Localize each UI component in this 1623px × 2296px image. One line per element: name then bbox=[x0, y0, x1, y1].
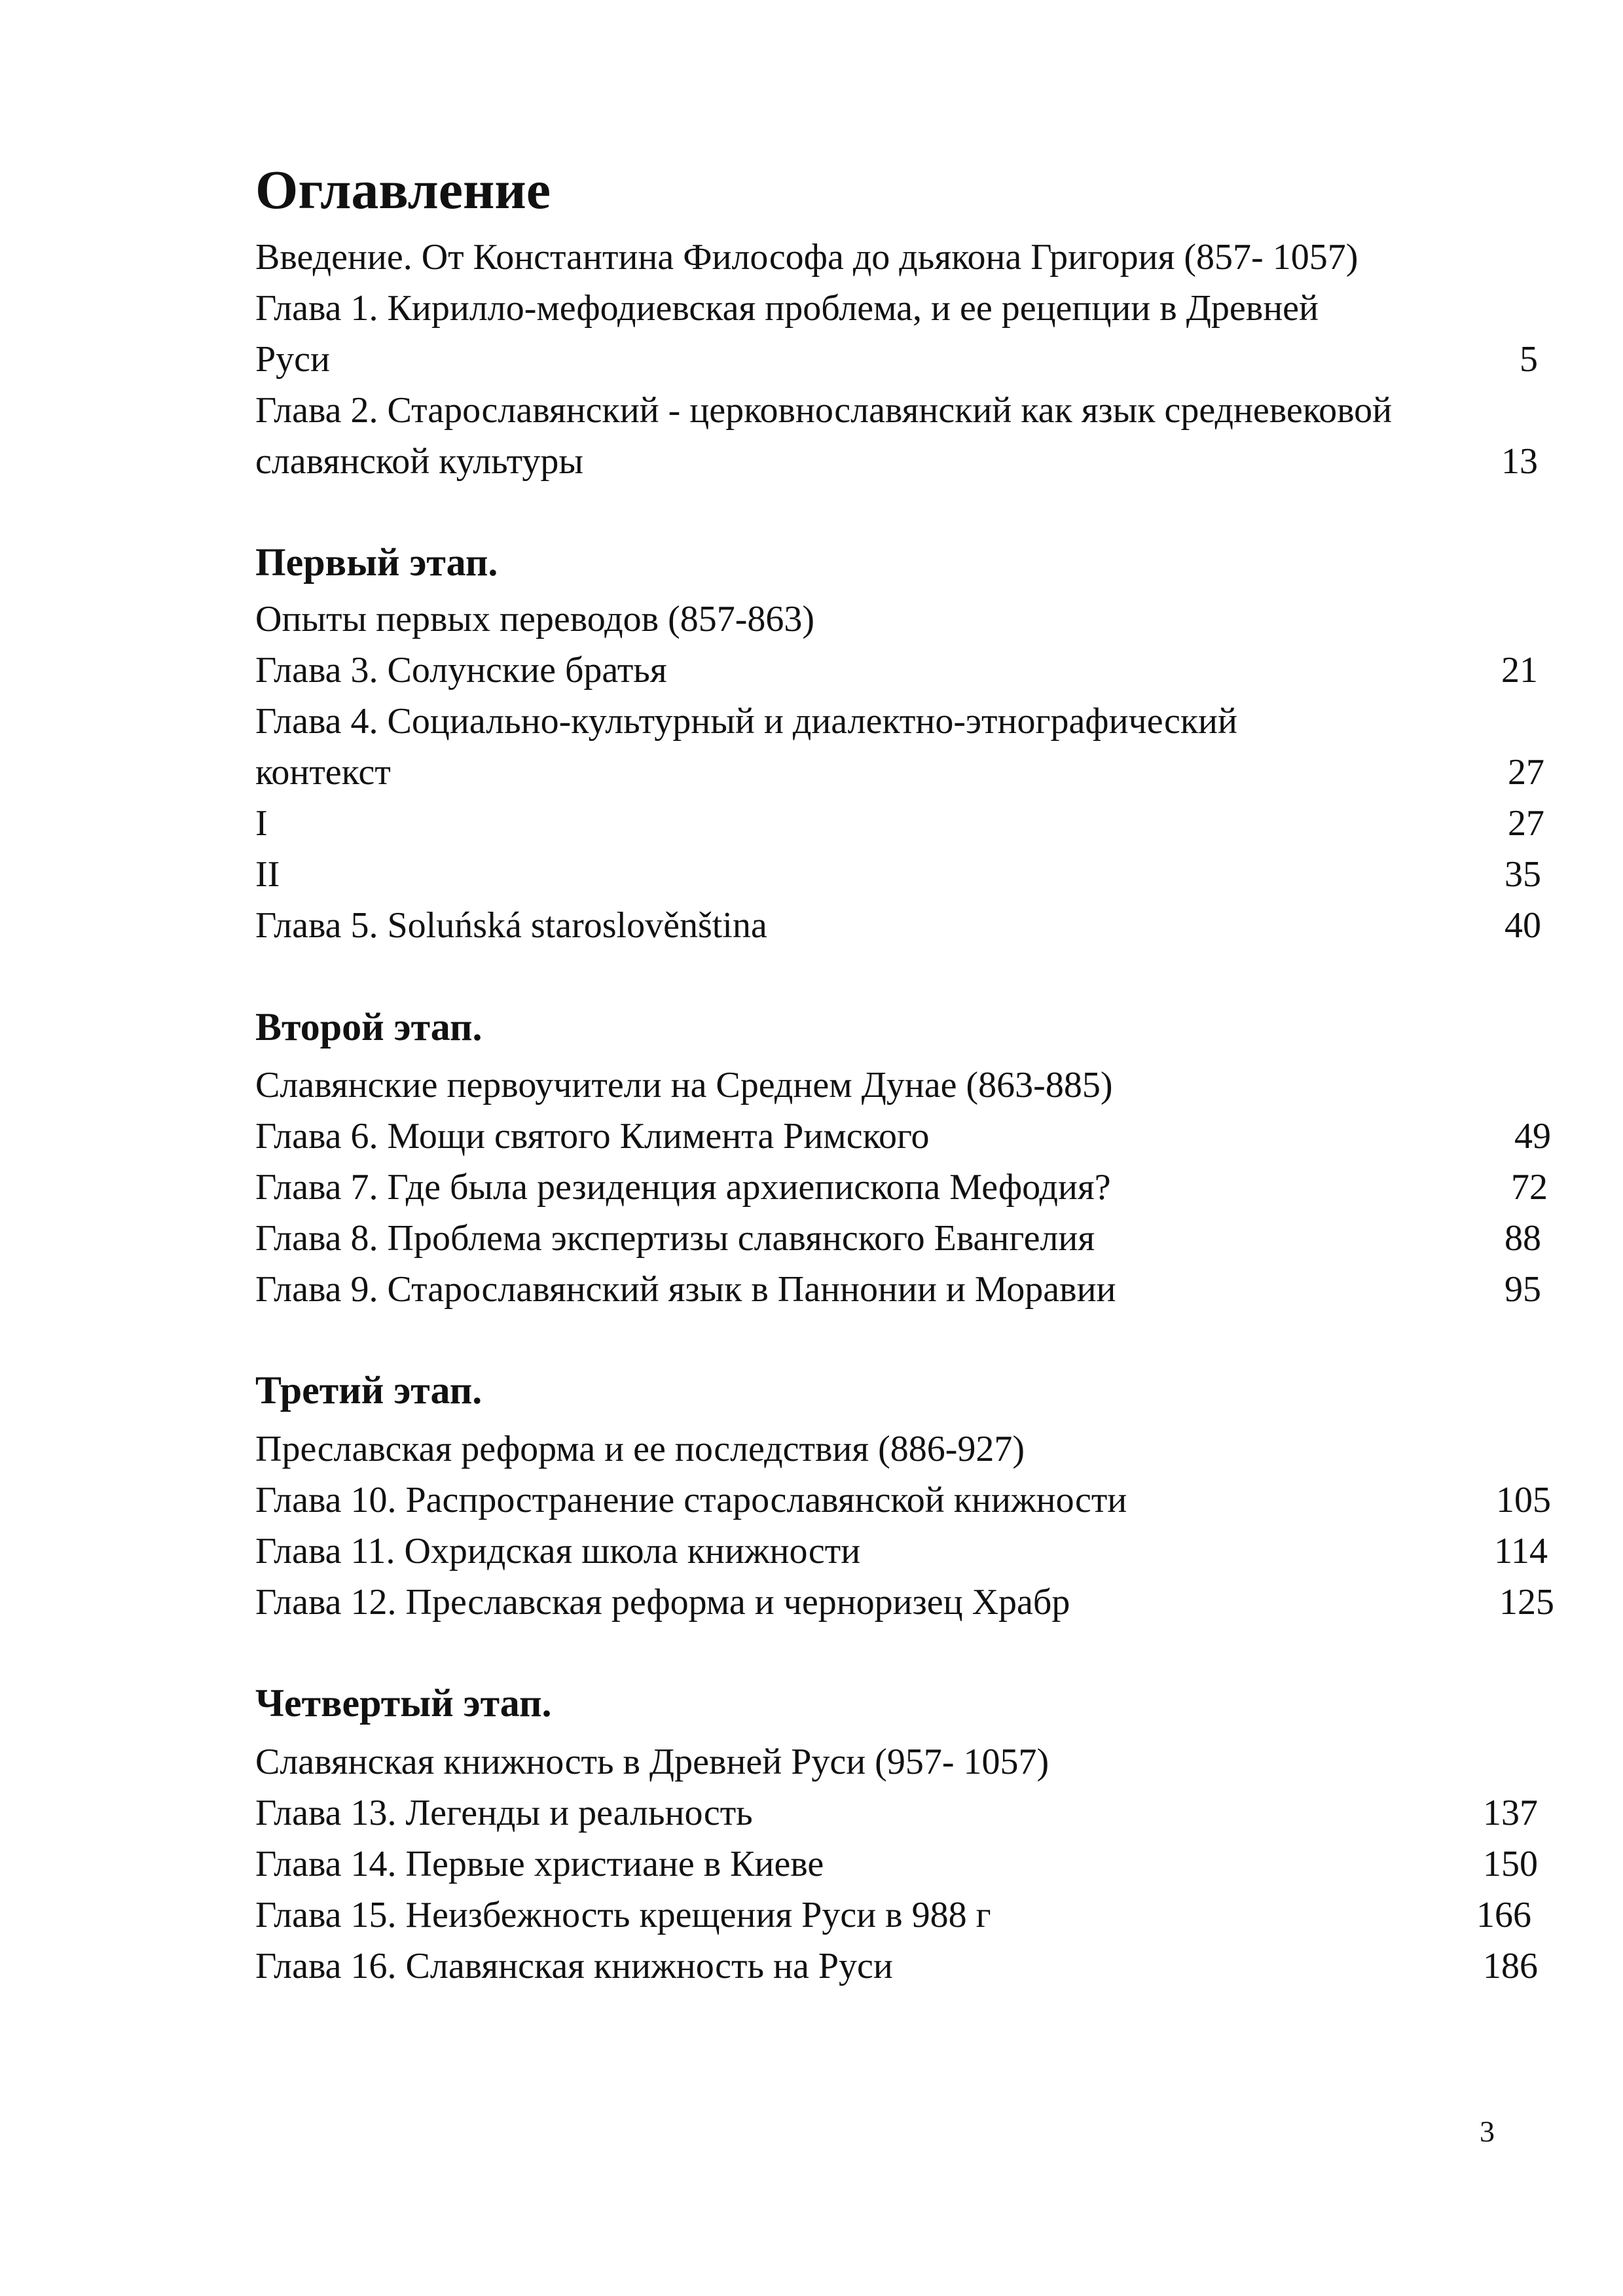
toc-entry: Глава 11. Охридская школа книжности bbox=[255, 1531, 861, 1571]
toc-entry: Глава 8. Проблема экспертизы славянского Евангелия bbox=[255, 1218, 1095, 1259]
toc-page-number: 95 bbox=[1504, 1269, 1541, 1310]
toc-page-number: 27 bbox=[1508, 752, 1544, 793]
toc-entry-line: Глава 4. Социально-культурный и диалектно-этнографический bbox=[255, 701, 1237, 742]
section-subtitle: Преславская реформа и ее последствия (886-927) bbox=[255, 1429, 1025, 1469]
page-number: 3 bbox=[1480, 2115, 1495, 2148]
toc-entry-line: славянской культуры bbox=[255, 441, 583, 482]
toc-entry: Глава 15. Неизбежность крещения Руси в 988 г bbox=[255, 1895, 991, 1935]
page-title: Оглавление bbox=[255, 160, 551, 221]
toc-entry: I bbox=[255, 803, 268, 844]
section-subtitle: Славянская книжность в Древней Руси (957- 1057) bbox=[255, 1742, 1049, 1782]
section-title: Второй этап. bbox=[255, 1005, 483, 1049]
toc-entry: Глава 16. Славянская книжность на Руси bbox=[255, 1946, 893, 1986]
section-subtitle: Опыты первых переводов (857-863) bbox=[255, 599, 815, 639]
section-title: Третий этап. bbox=[255, 1369, 483, 1412]
toc-page-number: 35 bbox=[1504, 854, 1541, 895]
toc-entry: Глава 6. Мощи святого Климента Римского bbox=[255, 1116, 930, 1157]
section-title: Первый этап. bbox=[255, 541, 498, 584]
toc-entry: Глава 12. Преславская реформа и черноризец Храбр bbox=[255, 1582, 1070, 1623]
intro-title: Введение. От Константина Философа до дьякона Григория (857- 1057) bbox=[255, 237, 1359, 278]
section-title: Четвертый этап. bbox=[255, 1681, 552, 1725]
toc-entry: Глава 5. Soluńská staroslověnština bbox=[255, 905, 767, 946]
toc-entry: Глава 3. Солунские братья bbox=[255, 650, 667, 691]
toc-page-number: 88 bbox=[1504, 1218, 1541, 1259]
toc-page-number: 27 bbox=[1508, 803, 1544, 844]
toc-page-number: 114 bbox=[1494, 1531, 1548, 1571]
toc-entry: Глава 9. Старославянский язык в Паннонии и Моравии bbox=[255, 1269, 1116, 1310]
toc-page-number: 166 bbox=[1476, 1895, 1531, 1935]
toc-entry-line: Руси bbox=[255, 339, 330, 380]
toc-page-number: 150 bbox=[1483, 1844, 1538, 1884]
toc-page-number: 5 bbox=[1520, 339, 1538, 380]
toc-page-number: 21 bbox=[1501, 650, 1538, 691]
toc-page-number: 137 bbox=[1483, 1793, 1538, 1833]
toc-entry: Глава 14. Первые христиане в Киеве bbox=[255, 1844, 824, 1884]
toc-page-number: 40 bbox=[1504, 905, 1541, 946]
toc-page-number: 105 bbox=[1496, 1480, 1551, 1520]
toc-entry-line: Глава 1. Кирилло-мефодиевская проблема, и ее рецепции в Древней bbox=[255, 288, 1319, 329]
toc-entry: Глава 10. Распространение старославянской книжности bbox=[255, 1480, 1127, 1520]
toc-page-number: 72 bbox=[1511, 1167, 1548, 1208]
toc-page-number: 186 bbox=[1483, 1946, 1538, 1986]
toc-page-number: 125 bbox=[1499, 1582, 1554, 1623]
toc-entry: Глава 13. Легенды и реальность bbox=[255, 1793, 753, 1833]
toc-entry: II bbox=[255, 854, 280, 895]
toc-entry: Глава 7. Где была резиденция архиепископа Мефодия? bbox=[255, 1167, 1111, 1208]
toc-page-number: 49 bbox=[1514, 1116, 1551, 1157]
section-subtitle: Славянские первоучители на Среднем Дунае (863-885) bbox=[255, 1065, 1113, 1105]
toc-entry-line: Глава 2. Старославянский - церковнославянский как язык средневековой bbox=[255, 390, 1393, 431]
toc-page-number: 13 bbox=[1501, 441, 1538, 482]
toc-entry: контекст bbox=[255, 752, 391, 793]
